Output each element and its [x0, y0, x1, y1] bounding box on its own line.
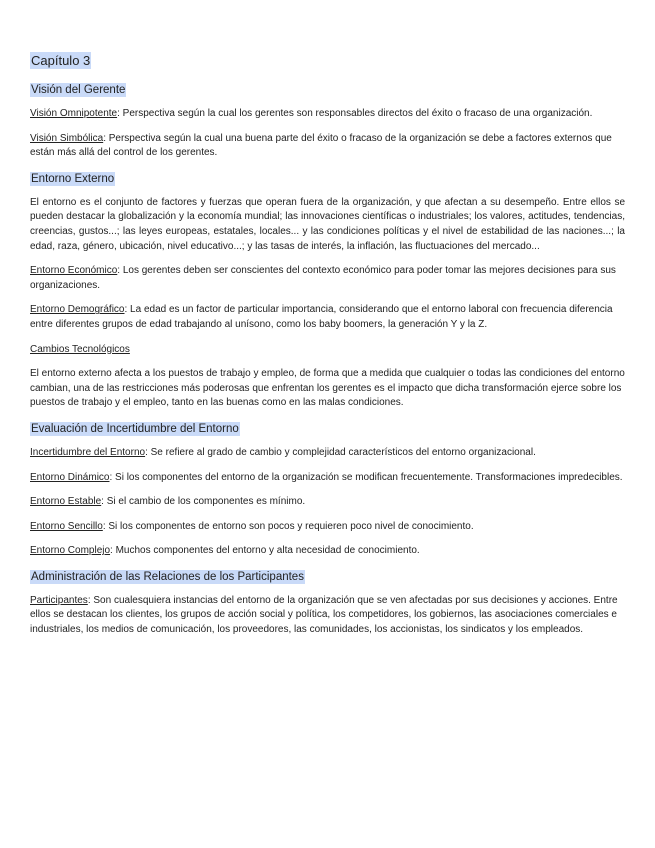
paragraph-entorno-intro: El entorno es el conjunto de factores y fuerzas que operan fuera de la organización, y que afectan a su desempeño. Entre ellos se pueden destacar la globalización y la economía mundial; las innovaciones científicas o industriales; los valores, actitudes, tendencias, creencias, gustos...; las leyes europeas, estatales, locales... y las condiciones políticas y el nivel de estabilidad de las naciones...; la edad, raza, género, ubicación, nivel educativo...; y las tasas de interés, la inflación, las fluctuaciones del mercado... — [30, 196, 625, 252]
term-vision-omnipotente: Visión Omnipotente — [30, 108, 118, 119]
paragraph-vision-simbolica — [30, 132, 625, 161]
section-heading-incertidumbre-text: Evaluación de Incertidumbre del Entorno — [31, 422, 239, 435]
definition-entorno-complejo: : Muchos componentes del entorno y alta necesidad de conocimiento. — [110, 545, 420, 557]
term-entorno-estable: Entorno Estable — [30, 496, 102, 508]
definition-participantes: : Son cualesquiera instancias del entorno de la organización que se ven afectadas por sus decisiones y acciones. Entre ellos se destacan los clientes, los grupos de acción social y política, los competidores, los gobiernos, las asociaciones comerciales e industriales, los medios de comunicación, los proveedores, las comunidades, los accionistas, los sindicatos y los empleados. — [30, 594, 618, 636]
paragraph-entorno-economico — [30, 264, 625, 293]
term-incertidumbre: Incertidumbre del Entorno — [30, 446, 146, 458]
paragraph-incertidumbre — [30, 446, 625, 461]
section-heading-participantes-text: Administración de las Relaciones de los Participantes — [31, 570, 304, 583]
term-entorno-demografico: Entorno Demográfico — [30, 304, 125, 316]
document-body — [30, 52, 625, 648]
definition-vision-omnipotente: : Perspectiva según la cual los gerentes son responsables directos del éxito o fracaso de una organización. — [117, 108, 593, 119]
section-heading-vision — [30, 82, 625, 98]
term-vision-simbolica: Visión Simbólica — [30, 132, 104, 144]
paragraph-cambios-tecnologicos: El entorno externo afecta a los puestos de trabajo y empleo, de forma que a medida que cualquier o todas las condiciones del entorno cambian, una de las restricciones más poderosas que enfrentan los gerentes es el impacto que dicha transformación ejerce sobre los puestos de trabajo y el empleo, tanto en las buenas como en las malas condiciones. — [30, 368, 625, 409]
term-cambios-tecnologicos: Cambios Tecnológicos — [30, 343, 130, 355]
term-participantes: Participantes — [30, 594, 88, 606]
term-entorno-complejo: Entorno Complejo — [30, 545, 111, 557]
paragraph-entorno-demografico — [30, 303, 625, 332]
term-entorno-dinamico: Entorno Dinámico — [30, 471, 110, 483]
section-heading-entorno-text: Entorno Externo — [31, 172, 115, 185]
section-heading-vision-text: Visión del Gerente — [31, 84, 126, 96]
definition-entorno-dinamico: : Si los componentes del entorno de la organización se modifican frecuentemente. Transformaciones impredecibles. — [109, 471, 623, 483]
definition-entorno-economico: : Los gerentes deben ser conscientes del contexto económico para poder tomar las mejores decisiones para sus organizaciones. — [30, 265, 616, 291]
term-entorno-economico: Entorno Económico — [30, 265, 118, 277]
definition-entorno-estable: : Si el cambio de los componentes es mínimo. — [101, 496, 306, 508]
section-heading-participantes — [30, 569, 625, 585]
definition-entorno-demografico: : La edad es un factor de particular importancia, considerando que el entorno laboral con frecuencia diferencia entre diferentes grupos de edad trabajando al unísono, como los baby boomers, la generación Y y la Z. — [30, 304, 613, 330]
paragraph-entorno-sencillo — [30, 520, 625, 535]
section-heading-incertidumbre — [30, 421, 625, 437]
paragraph-entorno-estable — [30, 495, 625, 510]
definition-incertidumbre: : Se refiere al grado de cambio y complejidad característicos del entorno organizacional. — [145, 446, 536, 458]
paragraph-cambios-tecnologicos-title — [30, 343, 625, 358]
section-heading-entorno — [30, 171, 625, 187]
term-entorno-sencillo: Entorno Sencillo — [30, 520, 103, 532]
paragraph-entorno-complejo — [30, 544, 625, 559]
definition-entorno-sencillo: : Si los componentes de entorno son pocos y requieren poco nivel de conocimiento. — [102, 520, 474, 532]
paragraph-participantes — [30, 594, 625, 638]
paragraph-vision-omnipotente — [30, 107, 625, 122]
chapter-title-text: Capítulo 3 — [31, 53, 91, 68]
paragraph-entorno-dinamico — [30, 471, 625, 486]
chapter-title — [30, 52, 625, 70]
definition-vision-simbolica: : Perspectiva según la cual una buena parte del éxito o fracaso de la organización se debe a factores externos que están más allá del control de los gerentes. — [30, 132, 612, 159]
